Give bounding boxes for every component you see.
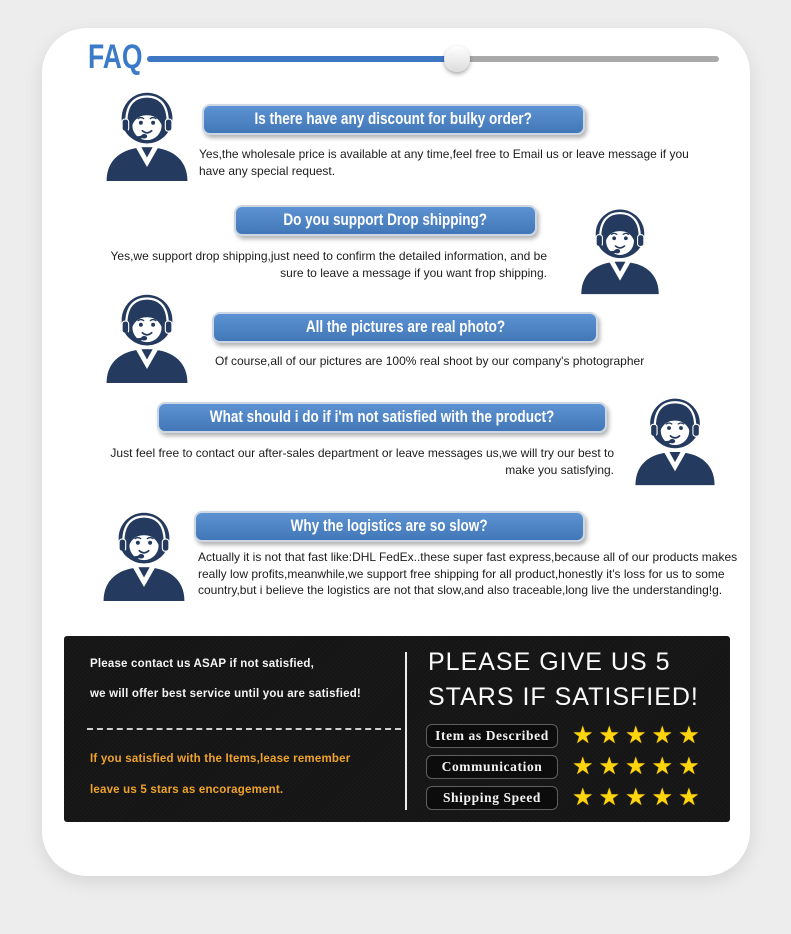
faq-question-label: Do you support Drop shipping? — [283, 211, 488, 229]
promise-line: we will offer best service until you are satisfied! — [90, 688, 361, 700]
five-stars-icon: ★★★★★ — [572, 784, 705, 811]
rating-label-communication: Communication — [426, 755, 558, 779]
faq-question-label: What should i do if i'm not satisfied with the product? — [209, 408, 555, 426]
five-stars-icon: ★★★★★ — [572, 753, 705, 780]
customer-service-avatar-icon — [100, 290, 194, 384]
five-star-request-line: leave us 5 stars as encoragement. — [90, 784, 284, 796]
service-promise-banner — [64, 636, 730, 822]
slider-filled-track — [147, 56, 457, 62]
customer-service-avatar-icon — [97, 508, 191, 602]
rating-row — [426, 724, 705, 748]
faq-question-bar[interactable] — [212, 312, 598, 343]
faq-title: FAQ — [88, 38, 143, 76]
rating-row — [426, 786, 705, 810]
slider-handle-icon[interactable] — [444, 46, 470, 72]
five-star-request-line: If you satisfied with the Items,lease remember — [90, 753, 351, 765]
five-star-heading: STARS IF SATISFIED! — [428, 683, 699, 711]
customer-service-avatar-icon — [629, 392, 721, 488]
faq-question-label: All the pictures are real photo? — [305, 318, 505, 336]
customer-service-avatar-icon — [100, 88, 194, 182]
faq-question-label: Is there have any discount for bulky order? — [254, 110, 533, 128]
faq-answer: Yes,the wholesale price is available at any time,feel free to Email us or leave message if you have any special request. — [199, 147, 689, 178]
faq-question-bar[interactable] — [234, 205, 537, 236]
faq-question-bar[interactable] — [157, 402, 607, 433]
faq-question-bar[interactable] — [194, 511, 585, 542]
customer-service-avatar-icon — [575, 202, 665, 298]
five-star-heading: PLEASE GIVE US 5 — [428, 648, 671, 676]
vertical-divider — [405, 652, 407, 810]
promise-line: Please contact us ASAP if not satisfied, — [90, 658, 315, 670]
five-stars-icon: ★★★★★ — [572, 722, 705, 749]
faq-question-bar[interactable] — [202, 104, 585, 135]
faq-question-label: Why the logistics are so slow? — [291, 517, 488, 535]
rating-label-shipping-speed: Shipping Speed — [426, 786, 558, 810]
faq-card — [42, 28, 750, 876]
faq-answer: Actually it is not that fast like:DHL FedEx..these super fast express,because all of our products makes really low profits,meanwhile,we support free shipping for all product,honestly it's loss for us to some country,but i believe the logistics are not that slow,and also traceable,long live the understanding!g. — [198, 550, 738, 597]
slider-remaining-track — [457, 56, 719, 62]
rating-row — [426, 755, 705, 779]
progress-slider[interactable] — [147, 45, 719, 73]
faq-answer: Just feel free to contact our after-sales department or leave messages us,we will try our best to make you satisfying. — [110, 446, 614, 477]
rating-label-item-as-described: Item as Described — [426, 724, 558, 748]
faq-answer: Yes,we support drop shipping,just need to confirm the detailed information, and be sure to leave a message if you want frop shipping. — [110, 249, 547, 280]
faq-answer: Of course,all of our pictures are 100% real shoot by our company's photographer — [215, 354, 645, 368]
dashed-divider — [87, 728, 401, 730]
